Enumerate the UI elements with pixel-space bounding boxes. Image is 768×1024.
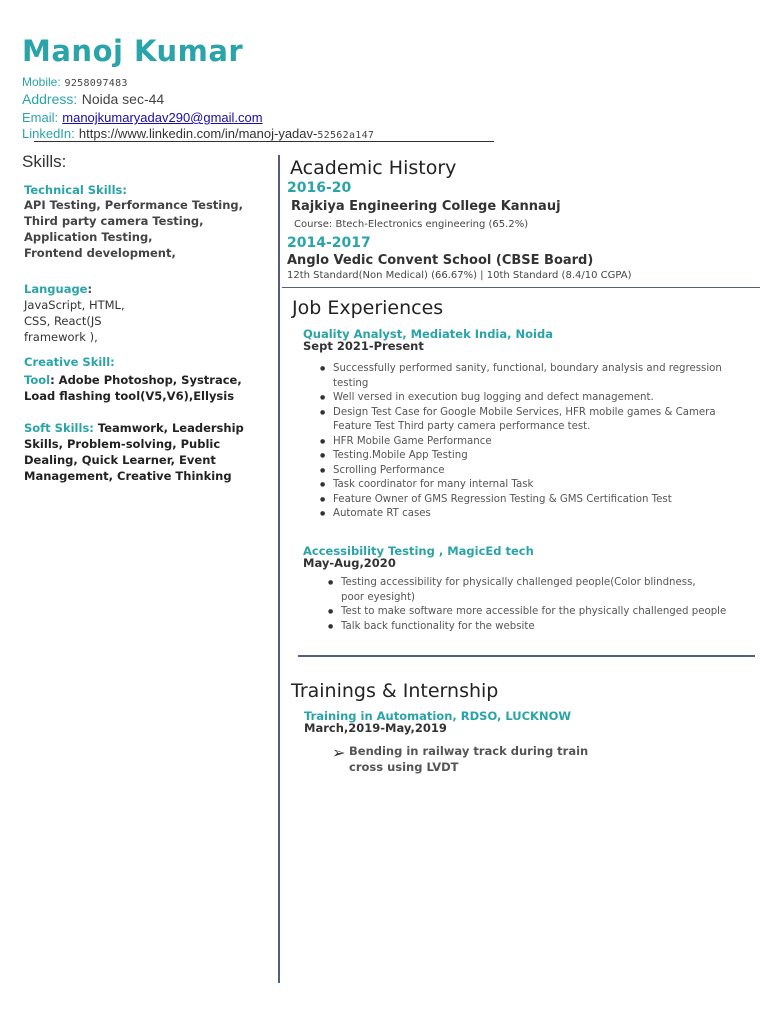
list-item: ● Scrolling Performance	[320, 464, 738, 479]
technical-skill-line: Frontend development,	[24, 246, 176, 260]
training-item-line: cross using LVDT	[349, 760, 459, 774]
academic-detail: Course: Btech-Electronics engineering (65.2%)	[294, 219, 529, 230]
header-divider	[34, 141, 494, 142]
training-item	[349, 743, 609, 775]
academic-school: Rajkiya Engineering College Kannauj	[291, 199, 561, 214]
job-date: May-Aug,2020	[303, 556, 396, 570]
email-line	[22, 110, 263, 126]
list-item: ● Task coordinator for many internal Task	[320, 478, 738, 493]
soft-skill-line: Management, Creative Thinking	[24, 469, 232, 483]
creative-title: Creative Skill:	[24, 355, 115, 369]
list-item: ● Test to make software more accessible for the physically challenged people	[328, 605, 748, 620]
address-line	[22, 91, 164, 108]
job-role: Accessibility Testing , MagicEd tech	[303, 544, 534, 558]
technical-skills	[24, 183, 269, 261]
linkedin-line	[22, 126, 374, 142]
soft-skill-line: Dealing, Quick Learner, Event	[24, 453, 216, 467]
list-item: ● Successfully performed sanity, functional, boundary analysis and regression testing	[320, 362, 738, 391]
arrow-bullet-icon: ➢	[332, 743, 346, 762]
technical-skill-line: Application Testing,	[24, 230, 153, 244]
soft-skill-line: Skills, Problem-solving, Public	[24, 437, 221, 451]
academic-school: Anglo Vedic Convent School (CBSE Board)	[287, 253, 594, 268]
skills-heading: Skills:	[22, 152, 67, 171]
academic-heading: Academic History	[290, 157, 457, 179]
academic-divider	[282, 287, 760, 288]
trainings-heading: Trainings & Internship	[291, 680, 499, 702]
job-bullets	[328, 576, 748, 634]
linkedin-suffix: 52562a147	[317, 130, 375, 141]
tool-label: Tool	[24, 373, 51, 387]
creative-skills	[24, 355, 269, 404]
address-value: Noida sec-44	[81, 91, 165, 107]
list-item: ● Automate RT cases	[320, 507, 738, 522]
list-item: ● Testing.Mobile App Testing	[320, 449, 738, 464]
job-date: Sept 2021-Present	[303, 339, 424, 353]
list-item: ● Feature Owner of GMS Regression Testing & GMS Certification Test	[320, 493, 738, 508]
job-role: Quality Analyst, Mediatek India, Noida	[303, 327, 553, 341]
address-label: Address:	[22, 91, 78, 107]
training-date: March,2019-May,2019	[304, 721, 447, 735]
mobile-label: Mobile:	[22, 75, 61, 89]
academic-years: 2014-2017	[287, 235, 371, 251]
training-role: Training in Automation, RDSO, LUCKNOW	[304, 709, 572, 723]
technical-skills-title: Technical Skills:	[24, 183, 127, 197]
technical-skill-line: Third party camera Testing,	[24, 214, 204, 228]
academic-detail: 12th Standard(Non Medical) (66.67%) | 10th Standard (8.4/10 CGPA)	[287, 270, 632, 281]
email-link[interactable]: manojkumaryadav290@gmail.com	[62, 110, 263, 125]
list-item: ● Well versed in execution bug logging and defect management.	[320, 391, 738, 406]
jobs-divider	[298, 655, 755, 657]
tool-line: : Adobe Photoshop, Systrace,	[50, 373, 242, 387]
language-line: CSS, React(JS	[24, 314, 102, 328]
language-skills	[24, 278, 269, 345]
list-item: ● Testing accessibility for physically challenged people(Color blindness, poor eyesight)	[328, 576, 711, 605]
language-line: framework ),	[24, 330, 98, 344]
soft-skills-title: Soft Skills:	[24, 421, 94, 435]
tool-line: Load flashing tool(V5,V6),Ellysis	[24, 389, 235, 403]
list-item: ● HFR Mobile Game Performance	[320, 435, 738, 450]
soft-skills	[24, 417, 269, 484]
training-item-line: Bending in railway track during train	[349, 744, 589, 758]
jobs-heading: Job Experiences	[292, 297, 444, 319]
list-item: ● Design Test Case for Google Mobile Services, HFR mobile games & Camera Feature Test Third party camera performance test.	[320, 406, 738, 435]
email-label: Email:	[22, 110, 59, 125]
soft-skill-line: Teamwork, Leadership	[93, 421, 244, 435]
language-title: Language	[24, 282, 88, 296]
linkedin-url[interactable]: https://www.linkedin.com/in/manoj-yadav-	[78, 126, 318, 141]
technical-skill-line: API Testing, Performance Testing,	[24, 198, 244, 212]
job-bullets	[320, 362, 738, 522]
list-item: ● Talk back functionality for the website	[328, 620, 748, 635]
linkedin-label: LinkedIn:	[22, 126, 75, 141]
mobile-line	[22, 75, 128, 89]
academic-years: 2016-20	[287, 180, 352, 196]
language-line: JavaScript, HTML,	[24, 298, 125, 312]
language-colon: :	[87, 282, 93, 296]
candidate-name: Manoj Kumar	[22, 34, 244, 68]
mobile-value: 9258097483	[64, 78, 128, 89]
column-divider	[278, 155, 280, 983]
